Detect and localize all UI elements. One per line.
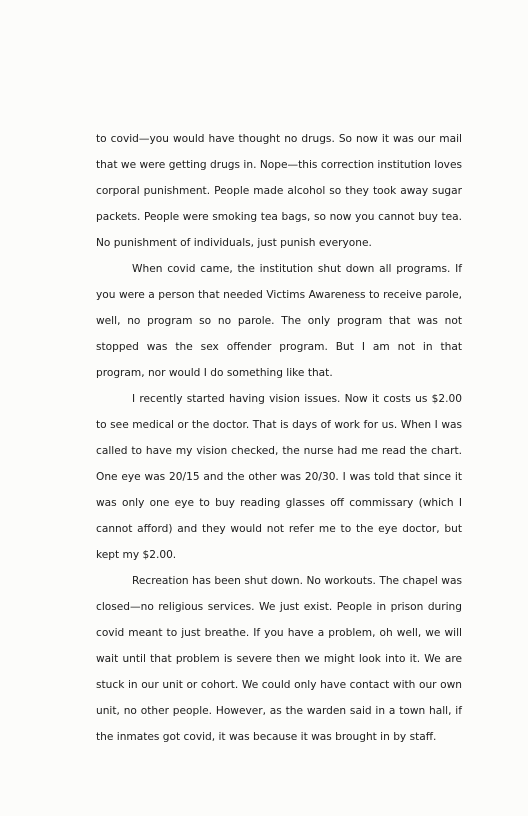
body-text bbox=[96, 126, 462, 750]
paragraph-continuation: to covid—you would have thought no drugs. So now it was our mail that we were getting drugs in. Nope—this correction institution loves corporal punishment. People made alcohol so they took away sugar packets. People were smoking tea bags, so now you cannot buy tea. No punishment of individuals, just punish everyone. bbox=[96, 133, 462, 249]
paragraph-recreation: Recreation has been shut down. No workouts. The chapel was closed—no religious services. We just exist. People in prison during covid meant to just breathe. If you have a problem, oh well, we will wait until that problem is severe then we might look into it. We are stuck in our unit or cohort. We could only have contact with our own unit, no other people. However, as the warden said in a town hall, if the inmates got covid, it was because it was brought in by staff. bbox=[96, 575, 462, 743]
paragraph-programs: When covid came, the institution shut down all programs. If you were a person that needed Victims Awareness to receive parole, well, no program so no parole. The only program that was not stopped was the sex offender program. But I am not in that program, nor would I do something like that. bbox=[96, 263, 462, 379]
paragraph-vision: I recently started having vision issues. Now it costs us $2.00 to see medical or the doctor. That is days of work for us. When I was called to have my vision checked, the nurse had me read the chart. One eye was 20/15 and the other was 20/30. I was told that since it was only one eye to buy reading glasses off commissary (which I cannot afford) and they would not refer me to the eye doctor, but kept my $2.00. bbox=[96, 393, 462, 561]
